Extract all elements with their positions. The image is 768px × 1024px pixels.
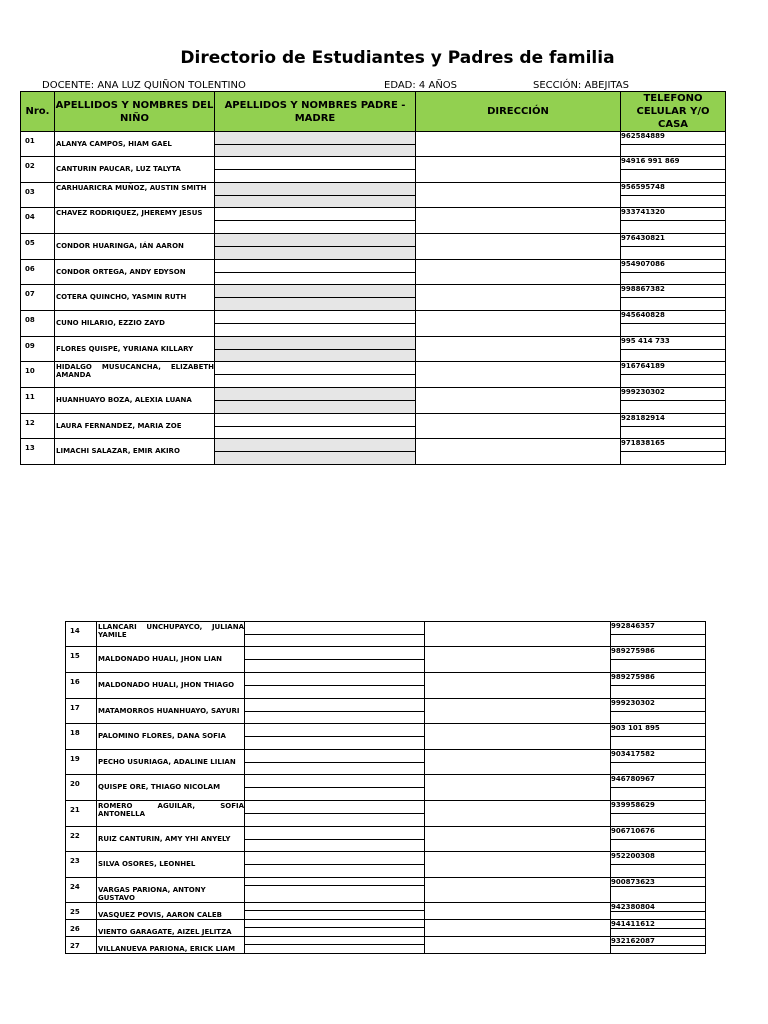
student-name: FLORES QUISPE, YURIANA KILLARY [55,337,215,362]
student-row [66,775,706,801]
student-number: 12 [21,414,55,439]
student-row [66,724,706,750]
student-row [21,285,726,311]
student-number: 07 [21,285,55,311]
parent-line-2 [245,840,424,852]
phone-line-2 [621,196,725,208]
student-name: PALOMINO FLORES, DANA SOFIA [97,724,245,750]
address-cell [425,622,611,647]
student-row [66,750,706,775]
student-number: 04 [21,208,55,234]
parent-line-1 [245,920,424,928]
student-name: VASQUEZ POVIS, AARON CALEB [97,903,245,920]
parent-names-cell [215,234,416,260]
parent-line-1 [215,439,415,452]
phone-cell [611,920,706,937]
phone-cell [611,801,706,827]
phone-number: 989275986 [611,673,705,686]
parent-line-2 [215,170,415,182]
phone-line-2 [621,427,725,439]
address-cell [425,903,611,920]
parent-line-1 [245,903,424,911]
section-label: SECCIÓN: ABEJITAS [533,80,629,91]
phone-line-2 [611,712,705,724]
parent-line-2 [215,350,415,362]
parent-names-cell [215,388,416,414]
phone-cell [621,234,726,260]
parent-line-2 [245,686,424,698]
header-nro: Nro. [21,92,55,132]
phone-number: 903 101 895 [611,724,705,737]
student-number: 16 [66,673,97,699]
parent-line-2 [245,911,424,918]
parent-line-2 [215,298,415,310]
address-cell [425,827,611,852]
student-name: CANTURIN PAUCAR, LUZ TALYTA [55,157,215,183]
student-number: 13 [21,439,55,465]
phone-number: 932162087 [611,937,705,946]
address-cell [425,852,611,878]
student-name: COTERA QUINCHO, YASMIN RUTH [55,285,215,311]
student-number: 19 [66,750,97,775]
student-name: CONDOR HUARINGA, IÁN AARON [55,234,215,260]
phone-line-2 [611,912,705,917]
phone-number: 94916 991 869 [621,157,725,170]
phone-line-2 [621,401,725,413]
address-cell [425,699,611,724]
student-name: CARHUARICRA MUÑOZ, AUSTIN SMITH [55,183,215,208]
parent-names-cell [245,724,425,750]
student-number: 10 [21,362,55,388]
phone-number: 954907086 [621,260,725,273]
age-label: EDAD: 4 AÑOS [384,80,458,91]
phone-cell [611,775,706,801]
parent-line-1 [215,337,415,350]
student-row [66,673,706,699]
student-number: 20 [66,775,97,801]
phone-line-2 [621,452,725,464]
student-row [66,920,706,937]
address-cell [416,337,621,362]
phone-line-2 [611,814,705,826]
address-cell [416,414,621,439]
phone-number: 992846357 [611,622,705,635]
student-name: LIMACHI SALAZAR, EMIR AKIRO [55,439,215,465]
address-cell [416,260,621,285]
address-cell [416,132,621,157]
parent-line-2 [245,928,424,935]
student-name: VILLANUEVA PARIONA, ERICK LIAM [97,937,245,954]
student-row [66,852,706,878]
parent-line-1 [215,132,415,145]
parent-line-1 [245,622,424,635]
student-row [66,801,706,827]
header-child: APELLIDOS Y NOMBRES DEL NIÑO [55,92,215,132]
address-cell [416,439,621,465]
address-cell [425,801,611,827]
parent-line-1 [215,208,415,221]
student-name: CUNO HILARIO, EZZIO ZAYD [55,311,215,337]
parent-names-cell [215,311,416,337]
address-cell [416,234,621,260]
phone-line-2 [611,929,705,935]
address-cell [416,285,621,311]
parent-line-1 [245,750,424,763]
phone-cell [611,724,706,750]
phone-number: 995 414 733 [621,337,725,350]
student-row [21,260,726,285]
phone-number: 939958629 [611,801,705,814]
parent-names-cell [215,132,416,157]
student-row [21,388,726,414]
address-cell [425,937,611,954]
phone-number: 952200308 [611,852,705,865]
phone-line-2 [611,737,705,749]
table-header-row [21,92,726,132]
parent-line-2 [215,247,415,259]
parent-line-1 [245,673,424,686]
phone-number: 989275986 [611,647,705,660]
phone-cell [621,311,726,337]
phone-line-2 [611,946,705,952]
phone-line-2 [611,763,705,775]
parent-line-1 [245,647,424,660]
student-name: LLANCARI UNCHUPAYCO, JULIANA YAMILE [97,622,245,647]
phone-cell [621,362,726,388]
document-title: Directorio de Estudiantes y Padres de familia [180,48,615,68]
student-name: QUISPE ORE, THIAGO NICOLAM [97,775,245,801]
address-cell [416,388,621,414]
phone-number: 976430821 [621,234,725,247]
phone-line-2 [611,840,705,852]
student-number: 15 [66,647,97,673]
student-name: VARGAS PARIONA, ANTONY GUSTAVO [97,878,245,903]
student-number: 09 [21,337,55,362]
parent-line-2 [215,452,415,464]
student-number: 14 [66,622,97,647]
parent-names-cell [215,439,416,465]
phone-number: 928182914 [621,414,725,427]
parent-line-1 [215,311,415,324]
students-table-page1 [20,91,726,465]
phone-line-2 [611,686,705,698]
teacher-label: DOCENTE: ANA LUZ QUIÑON TOLENTINO [42,80,246,91]
student-number: 18 [66,724,97,750]
parent-line-2 [245,635,424,647]
parent-line-1 [215,414,415,427]
phone-line-2 [621,350,725,362]
parent-names-cell [245,750,425,775]
phone-cell [611,699,706,724]
student-name: VIENTO GARAGATE, AIZEL JELITZA [97,920,245,937]
student-row [66,699,706,724]
parent-line-2 [215,375,415,387]
phone-cell [621,337,726,362]
student-name: CONDOR ORTEGA, ANDY EDYSON [55,260,215,285]
parent-line-2 [245,865,424,877]
phone-line-2 [611,887,705,893]
parent-line-2 [245,763,424,775]
student-number: 11 [21,388,55,414]
parent-line-2 [245,945,424,952]
student-number: 03 [21,183,55,208]
student-row [21,311,726,337]
student-number: 21 [66,801,97,827]
parent-names-cell [245,801,425,827]
parent-names-cell [215,157,416,183]
student-number: 23 [66,852,97,878]
address-cell [416,183,621,208]
parent-line-1 [245,852,424,865]
student-number: 05 [21,234,55,260]
parent-line-2 [245,737,424,749]
phone-cell [611,852,706,878]
student-number: 01 [21,132,55,157]
parent-line-1 [215,285,415,298]
parent-line-2 [215,273,415,285]
student-name: PECHO USURIAGA, ADALINE LILIAN [97,750,245,775]
parent-line-1 [245,699,424,712]
student-name: SILVA OSORES, LEONHEL [97,852,245,878]
address-cell [416,362,621,388]
phone-cell [621,208,726,234]
phone-cell [621,157,726,183]
parent-line-1 [215,234,415,247]
phone-line-2 [621,375,725,387]
parent-line-1 [245,827,424,840]
parent-names-cell [215,337,416,362]
parent-line-1 [215,157,415,170]
student-number: 08 [21,311,55,337]
parent-names-cell [215,362,416,388]
address-cell [425,878,611,903]
phone-line-2 [611,865,705,877]
phone-number: 956595748 [621,183,725,196]
phone-line-2 [621,247,725,259]
parent-line-1 [215,260,415,273]
student-name: ROMERO AGUILAR, SOFIA ANTONELLA [97,801,245,827]
parent-names-cell [215,285,416,311]
student-row [21,132,726,157]
parent-names-cell [245,699,425,724]
parent-line-2 [215,427,415,439]
address-cell [416,311,621,337]
parent-line-1 [215,362,415,375]
student-name: HUANHUAYO BOZA, ALEXIA LUANA [55,388,215,414]
phone-number: 942380804 [611,903,705,912]
phone-cell [611,827,706,852]
parent-names-cell [245,878,425,903]
student-name: LAURA FERNANDEZ, MARIA ZOE [55,414,215,439]
phone-cell [621,183,726,208]
student-row [66,827,706,852]
phone-cell [621,414,726,439]
parent-line-2 [215,401,415,413]
student-row [21,362,726,388]
student-name: MALDONADO HUALI, JHON LIAN [97,647,245,673]
parent-names-cell [245,673,425,699]
parent-names-cell [245,827,425,852]
phone-number: 998867382 [621,285,725,298]
phone-number: 962584889 [621,132,725,145]
student-name: MALDONADO HUALI, JHON THIAGO [97,673,245,699]
phone-line-2 [621,324,725,336]
phone-line-2 [611,635,705,647]
student-number: 25 [66,903,97,920]
phone-line-2 [621,273,725,285]
parent-line-1 [245,724,424,737]
student-row [66,622,706,647]
student-row [21,183,726,208]
student-number: 17 [66,699,97,724]
parent-line-1 [245,775,424,788]
phone-line-2 [621,170,725,182]
parent-line-2 [245,788,424,800]
student-name: MATAMORROS HUANHUAYO, SAYURI [97,699,245,724]
phone-line-2 [621,221,725,233]
parent-line-1 [245,937,424,945]
phone-line-2 [611,788,705,800]
parent-names-cell [215,260,416,285]
phone-number: 906710676 [611,827,705,840]
parent-line-2 [245,886,424,893]
parent-names-cell [245,852,425,878]
student-number: 27 [66,937,97,954]
phone-cell [611,937,706,954]
phone-line-2 [611,660,705,672]
parent-line-2 [215,221,415,233]
parent-names-cell [215,414,416,439]
phone-cell [611,622,706,647]
parent-names-cell [245,622,425,647]
parent-names-cell [245,647,425,673]
student-row [66,903,706,920]
address-cell [425,724,611,750]
phone-number: 941411612 [611,920,705,929]
student-row [21,157,726,183]
student-row [66,878,706,903]
phone-cell [611,673,706,699]
parent-names-cell [245,903,425,920]
address-cell [425,750,611,775]
phone-number: 999230302 [611,699,705,712]
phone-number: 916764189 [621,362,725,375]
phone-number: 945640828 [621,311,725,324]
student-row [21,439,726,465]
student-number: 26 [66,920,97,937]
phone-cell [611,903,706,920]
phone-cell [611,750,706,775]
parent-line-2 [215,324,415,336]
address-cell [416,208,621,234]
parent-line-2 [245,660,424,672]
student-number: 06 [21,260,55,285]
parent-line-2 [215,145,415,157]
parent-names-cell [215,208,416,234]
student-row [21,208,726,234]
phone-number: 971838165 [621,439,725,452]
phone-number: 900873623 [611,878,705,887]
student-name: ALANYA CAMPOS, HIAM GAEL [55,132,215,157]
student-row [66,647,706,673]
phone-number: 933741320 [621,208,725,221]
student-row [66,937,706,954]
header-address: DIRECCIÓN [416,92,621,132]
address-cell [425,673,611,699]
student-row [21,414,726,439]
phone-cell [621,132,726,157]
address-cell [416,157,621,183]
parent-line-2 [245,814,424,826]
header-parent: APELLIDOS Y NOMBRES PADRE - MADRE [215,92,416,132]
parent-line-2 [245,712,424,724]
student-name: HIDALGO MUSUCANCHA, ELIZABETH AMANDA [55,362,215,388]
phone-line-2 [621,298,725,310]
parent-line-1 [245,878,424,886]
parent-names-cell [245,920,425,937]
parent-line-1 [245,801,424,814]
phone-number: 903417582 [611,750,705,763]
students-table-page2 [65,621,706,954]
student-number: 24 [66,878,97,903]
address-cell [425,775,611,801]
student-row [21,234,726,260]
parent-names-cell [215,183,416,208]
parent-line-1 [215,183,415,196]
phone-cell [621,388,726,414]
phone-cell [611,878,706,903]
parent-names-cell [245,937,425,954]
student-number: 02 [21,157,55,183]
student-row [21,337,726,362]
phone-line-2 [621,145,725,157]
phone-cell [621,439,726,465]
parent-line-2 [215,196,415,208]
student-name: RUIZ CANTURIN, AMY YHI ANYELY [97,827,245,852]
phone-cell [621,285,726,311]
phone-number: 946780967 [611,775,705,788]
phone-number: 999230302 [621,388,725,401]
student-number: 22 [66,827,97,852]
parent-line-1 [215,388,415,401]
phone-cell [621,260,726,285]
parent-names-cell [245,775,425,801]
address-cell [425,647,611,673]
address-cell [425,920,611,937]
header-phone: TELEFONO CELULAR Y/O CASA [621,92,726,132]
phone-cell [611,647,706,673]
student-name: CHAVEZ RODRIQUEZ, JHEREMY JESUS [55,208,215,234]
